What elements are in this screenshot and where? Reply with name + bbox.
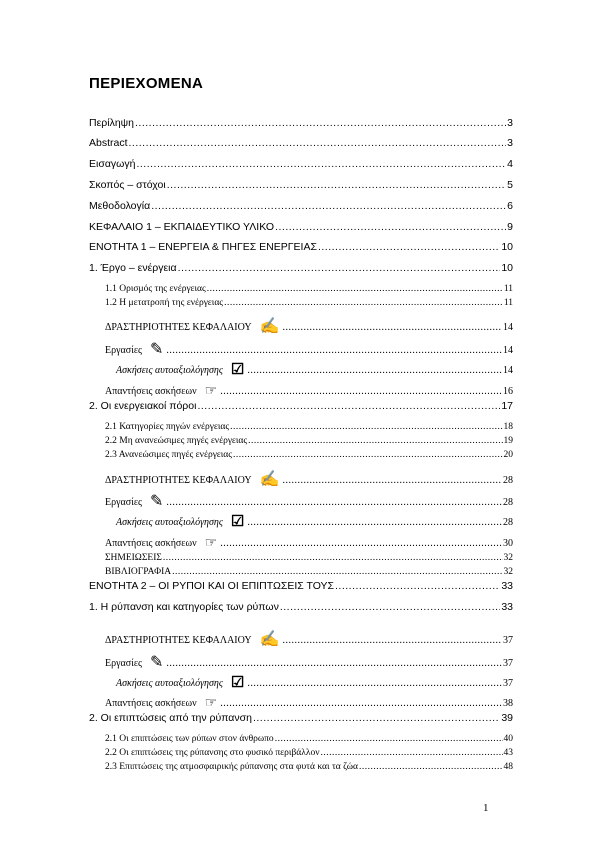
toc-entry-label: 2.3 Ανανεώσιμες πηγές ενέργειας [105, 450, 233, 460]
pointing-hand-icon: ☞ [204, 536, 218, 551]
toc-entry-label: Εργασίες [105, 658, 142, 669]
toc-entry-self-assessment[interactable] [116, 675, 513, 691]
leader-dots [166, 657, 502, 671]
leader-dots [359, 760, 503, 774]
writing-hand-icon: ✍ [259, 318, 280, 335]
toc-page-number: 6 [507, 200, 513, 212]
toc-page-number: 30 [503, 538, 513, 549]
leader-dots [247, 677, 502, 691]
toc-page-number: 11 [503, 284, 513, 294]
toc-entry-label: 2.2 Μη ανανεώσιμες πηγές ενέργειας [105, 436, 248, 446]
toc-page-number: 3 [507, 117, 513, 129]
leader-dots [248, 434, 502, 448]
leader-dots [230, 420, 502, 434]
toc-entry-label: 2. Οι επιπτώσεις από την ρύπανση [89, 712, 252, 724]
leader-dots [335, 579, 500, 593]
toc-page-number: 14 [503, 345, 513, 356]
leader-dots [166, 496, 502, 510]
toc-entry-abstract-en[interactable] [89, 136, 513, 150]
toc-entry-label: ΒΙΒΛΙΟΓΡΑΦΙΑ [105, 567, 172, 577]
toc-entry-subsection-impact-3[interactable] [105, 760, 513, 774]
toc-entry-subsection-2-3[interactable] [105, 448, 513, 462]
toc-entry-subsection-2-1[interactable] [105, 420, 513, 434]
leader-dots [224, 296, 503, 310]
pointing-hand-icon: ☞ [204, 696, 218, 711]
toc-page-number: 19 [503, 436, 513, 446]
toc-entry-objectives[interactable] [89, 178, 513, 192]
leader-dots [247, 516, 502, 530]
toc-page-number: 9 [507, 221, 513, 233]
toc-entry-abstract-gr[interactable] [89, 116, 513, 130]
toc-entry-label: 1. Έργο – ενέργεια [89, 262, 177, 274]
leader-dots [220, 537, 502, 551]
toc-page-number: 20 [503, 450, 513, 460]
leader-dots [135, 116, 506, 130]
toc-entry-subsection-1-2[interactable] [105, 296, 513, 310]
leader-dots [129, 136, 507, 150]
toc-page-number: 3 [507, 137, 513, 149]
leader-dots [280, 600, 500, 614]
toc-page-number: 17 [501, 400, 513, 412]
leader-dots [163, 551, 503, 565]
toc-entry-label: 1.1 Ορισμός της ενέργειας [105, 284, 206, 294]
toc-entry-unit-1[interactable] [89, 240, 513, 254]
pencil-icon: ✎ [150, 654, 164, 671]
toc-entry-self-assessment[interactable] [116, 514, 513, 530]
page-number: 1 [483, 802, 489, 814]
toc-entry-label: 1.2 Η μετατροπή της ενέργειας [105, 298, 224, 308]
toc-entry-label: ΣΗΜΕΙΩΣΕΙΣ [105, 553, 162, 563]
toc-page-number: 37 [503, 635, 513, 646]
leader-dots [247, 364, 502, 378]
toc-entry-assignments[interactable] [105, 494, 513, 510]
toc-entry-label: Απαντήσεις ασκήσεων [105, 698, 197, 709]
leader-dots [166, 344, 502, 358]
checkbox-icon: ☑ [230, 514, 245, 530]
toc-entry-label: 1. Η ρύπανση και κατηγορίες των ρύπων [89, 601, 279, 613]
toc-entry-section-2-1[interactable] [89, 600, 513, 614]
leader-dots [167, 178, 506, 192]
toc-entry-label: 2.1 Κατηγορίες πηγών ενέργειας [105, 422, 230, 432]
toc-page-number: 11 [503, 298, 513, 308]
toc-entry-label: ΕΝΟΤΗΤΑ 1 – ΕΝΕΡΓΕΙΑ & ΠΗΓΕΣ ΕΝΕΡΓΕΙΑΣ [89, 241, 317, 253]
toc-entry-label: 2.1 Οι επιπτώσεις των ρύπων στον άνθρωπο [105, 734, 274, 744]
toc-entry-label: Ασκήσεις αυτοαξιολόγησης [116, 678, 223, 689]
toc-page-number: 28 [503, 475, 513, 486]
toc-page-number: 10 [501, 241, 513, 253]
pencil-icon: ✎ [150, 493, 164, 510]
toc-entry-subsection-impact-1[interactable] [105, 732, 513, 746]
toc-entry-answers[interactable] [105, 696, 513, 711]
writing-hand-icon: ✍ [259, 471, 280, 488]
toc-entry-assignments[interactable] [105, 342, 513, 358]
leader-dots [207, 282, 503, 296]
toc-page-number: 33 [501, 580, 513, 592]
leader-dots [136, 157, 506, 171]
toc-entry-bibliography[interactable] [105, 565, 513, 579]
toc-page-number: 28 [503, 517, 513, 528]
toc-entry-notes[interactable] [105, 551, 513, 565]
toc-entry-methodology[interactable] [89, 199, 513, 213]
pointing-hand-icon: ☞ [204, 384, 218, 399]
toc-page-number: 16 [503, 386, 513, 397]
leader-dots [321, 746, 503, 760]
leader-dots [283, 474, 503, 488]
toc-entry-section-1[interactable] [89, 261, 513, 275]
toc-entry-label: Ασκήσεις αυτοαξιολόγησης [116, 365, 223, 376]
toc-entry-activities[interactable] [105, 319, 513, 335]
toc-entry-label: Περίληψη [89, 117, 134, 129]
toc-page-number: 37 [503, 678, 513, 689]
toc-page-number: 10 [501, 262, 513, 274]
toc-page-number: 4 [507, 158, 513, 170]
leader-dots [233, 448, 502, 462]
toc-entry-unit-2[interactable] [89, 579, 513, 593]
toc-entry-answers[interactable] [105, 384, 513, 399]
toc-page-number: 14 [503, 365, 513, 376]
toc-page-number: 43 [503, 748, 513, 758]
toc-entry-label: 2.3 Επιπτώσεις της ατμοσφαιρικής ρύπανσης στα φυτά και τα ζώα [105, 762, 358, 772]
toc-entry-label: ΔΡΑΣΤΗΡΙΟΤΗΤΕΣ ΚΕΦΑΛΑΙΟΥ [105, 322, 252, 333]
leader-dots [151, 199, 506, 213]
leader-dots [172, 565, 502, 579]
leader-dots [275, 732, 503, 746]
leader-dots [178, 261, 501, 275]
toc-page-number: 32 [503, 553, 513, 563]
leader-dots [197, 399, 500, 413]
toc-entry-answers[interactable] [105, 536, 513, 551]
pencil-icon: ✎ [150, 341, 164, 358]
toc-page-number: 37 [503, 658, 513, 669]
toc-entry-label: Απαντήσεις ασκήσεων [105, 386, 197, 397]
leader-dots [275, 220, 506, 234]
toc-entry-assignments[interactable] [105, 655, 513, 671]
toc-entry-chapter-1[interactable] [89, 220, 513, 234]
toc-entry-subsection-1-1[interactable] [105, 282, 513, 296]
toc-page-number: 32 [503, 567, 513, 577]
toc-page-number: 5 [507, 179, 513, 191]
leader-dots [318, 240, 500, 254]
leader-dots [220, 385, 502, 399]
checkbox-icon: ☑ [230, 675, 245, 691]
toc-entry-subsection-impact-2[interactable] [105, 746, 513, 760]
toc-entry-label: Abstract [89, 137, 128, 149]
toc-entry-label: Εργασίες [105, 345, 142, 356]
leader-dots [220, 697, 502, 711]
toc-entry-activities[interactable] [105, 472, 513, 488]
toc-entry-label: Σκοπός – στόχοι [89, 179, 166, 191]
toc-page-number: 48 [503, 762, 513, 772]
toc-entry-label: 2.2 Οι επιπτώσεις της ρύπανσης στο φυσικό περιβάλλον [105, 748, 320, 758]
toc-page-number: 38 [503, 698, 513, 709]
leader-dots [253, 711, 500, 725]
toc-page-number: 18 [503, 422, 513, 432]
writing-hand-icon: ✍ [259, 631, 280, 648]
toc-page-number: 28 [503, 497, 513, 508]
toc-page-number: 40 [503, 734, 513, 744]
checkbox-icon: ☑ [230, 362, 245, 378]
leader-dots [283, 634, 503, 648]
toc-entry-label: Ασκήσεις αυτοαξιολόγησης [116, 517, 223, 528]
toc-entry-self-assessment[interactable] [116, 362, 513, 378]
page-title: ΠΕΡΙΕΧΟΜΕΝΑ [89, 75, 204, 92]
toc-entry-subsection-2-2[interactable] [105, 434, 513, 448]
leader-dots [283, 321, 503, 335]
toc-entry-introduction[interactable] [89, 157, 513, 171]
toc-entry-label: ΔΡΑΣΤΗΡΙΟΤΗΤΕΣ ΚΕΦΑΛΑΙΟΥ [105, 475, 252, 486]
toc-entry-label: Απαντήσεις ασκήσεων [105, 538, 197, 549]
toc-entry-activities[interactable] [105, 632, 513, 648]
toc-entry-label: Εργασίες [105, 497, 142, 508]
toc-entry-label: ΔΡΑΣΤΗΡΙΟΤΗΤΕΣ ΚΕΦΑΛΑΙΟΥ [105, 635, 252, 646]
toc-entry-label: Μεθοδολογία [89, 200, 151, 212]
toc-page-number: 14 [503, 322, 513, 333]
toc-entry-label: 2. Οι ενεργειακοί πόροι [89, 400, 197, 412]
toc-page-number: 39 [501, 712, 513, 724]
toc-entry-section-2[interactable] [89, 399, 513, 413]
toc-entry-label: Εισαγωγή [89, 158, 136, 170]
toc-entry-label: ΚΕΦΑΛΑΙΟ 1 – ΕΚΠΑΙΔΕΥΤΙΚΟ ΥΛΙΚΟ [89, 221, 275, 233]
toc-page-number: 33 [501, 601, 513, 613]
toc-entry-section-2-2[interactable] [89, 711, 513, 725]
toc-entry-label: ΕΝΟΤΗΤΑ 2 – ΟΙ ΡΥΠΟΙ ΚΑΙ ΟΙ ΕΠΙΠΤΩΣΕΙΣ ΤΟΥΣ [89, 580, 335, 592]
